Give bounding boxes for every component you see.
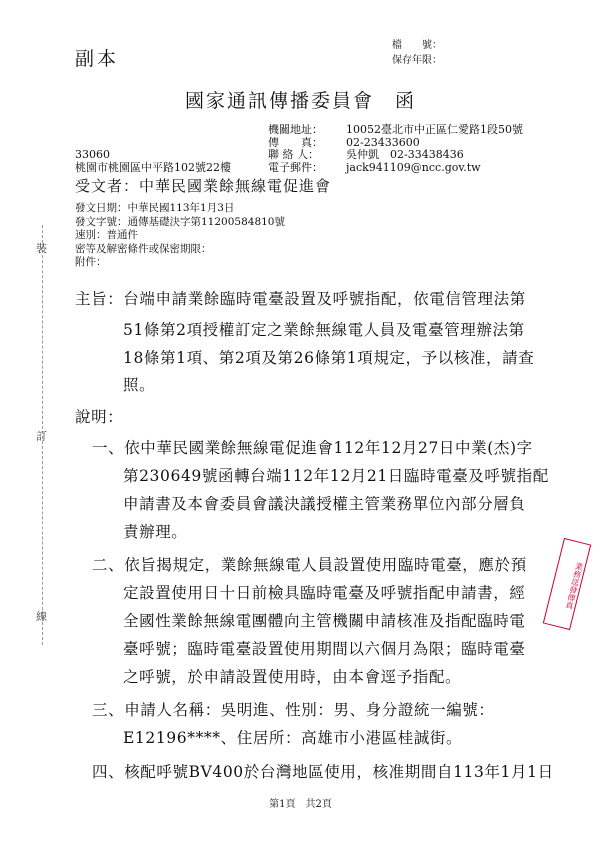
explanation-item-line: 之呼號，於申請設置使用時，由本會逕予指配。: [123, 668, 462, 686]
explanation-item-line: 責辦理。: [123, 523, 188, 541]
email-label: 電子郵件：: [268, 160, 323, 174]
document-number: 發文字號：通傳基礎決字第11200584810號: [75, 215, 285, 228]
binding-mark-bind: 裝: [36, 242, 47, 255]
subject-line: 18條第1項、第2項及第26條第1項規定，予以核准，請查: [123, 349, 535, 367]
postal-code: 33060: [75, 148, 110, 161]
secrecy-level: 密等及解密條件或保密期限：: [75, 242, 212, 255]
explanation-item-line: 定設置使用日十日前檢具臨時電臺及呼號指配申請書，經: [123, 584, 526, 602]
subject-line: 51條第2項授權訂定之業餘無線電人員及電臺管理辦法第: [123, 321, 525, 339]
attachment: 附件：: [75, 256, 107, 268]
contact-person: 吳仲凱 02-33438436: [346, 148, 464, 161]
contact-email: jack941109@ncc.gov.tw: [346, 160, 481, 174]
explanation-label: 說明：: [75, 408, 124, 426]
recipient-address: 桃園市桃園區中平路102號22樓: [75, 160, 231, 174]
archive-number-label: 檔 號：: [392, 40, 442, 51]
retention-period-label: 保存年限：: [392, 55, 442, 66]
document-title: 國家通訊傳播委員會 函: [184, 90, 416, 112]
binding-mark-staple: 訂: [36, 430, 47, 443]
explanation-item-line: 全國性業餘無線電團體向主管機關申請核准及指配臨時電: [123, 612, 526, 630]
subject-line: 照。: [123, 376, 156, 394]
explanation-item-line: 一、依中華民國業餘無線電促進會112年12月27日中業(杰)字: [92, 439, 533, 457]
meta-block: [75, 202, 285, 270]
explanation-item-line: 申請書及本會委員會議決議授權主管業務單位內部分層負: [123, 495, 526, 513]
archive-info: [392, 38, 442, 68]
fax-stamp: 業務逕發傳真: [543, 538, 591, 630]
agency-address: 10052臺北市中正區仁愛路1段50號: [346, 123, 523, 136]
copy-mark: 副本: [75, 48, 120, 70]
address-label: 機關地址：: [268, 123, 323, 136]
explanation-item-line: 第230649號函轉台端112年12月21日臨時電臺及呼號指配: [123, 467, 549, 485]
fax-label: 傳 真：: [268, 135, 323, 149]
contact-block: [268, 124, 523, 174]
explanation-item-line: E12196****、住居所：高雄市小港區桂誠街。: [123, 729, 463, 747]
recipient: 受文者：中華民國業餘無線電促進會: [75, 177, 332, 195]
contact-person-label: 聯 絡 人：: [268, 148, 319, 161]
binding-mark-line: 線: [36, 610, 47, 623]
explanation-item-line: 四、核配呼號BV400於台灣地區使用，核准期間自113年1月1日: [92, 763, 554, 781]
fax-number: 02-23433600: [346, 135, 420, 149]
page-footer: 第1頁 共2頁: [269, 799, 332, 810]
explanation-item-line: 三、申請人名稱：吳明進、性別：男、身分證統一編號：: [92, 701, 495, 719]
explanation-item-line: 二、依旨揭規定，業餘無線電人員設置使用臨時電臺，應於預: [92, 556, 527, 574]
explanation-item-line: 臺呼號；臨時電臺設置使用期間以六個月為限；臨時電臺: [123, 640, 526, 658]
speed-class: 速別：普通件: [75, 229, 138, 241]
subject-line: 主旨：台端申請業餘臨時電臺設置及呼號指配，依電信管理法第: [75, 290, 526, 308]
issue-date: 發文日期：中華民國113年1月3日: [75, 202, 235, 214]
recipient-address-block: [75, 149, 231, 174]
